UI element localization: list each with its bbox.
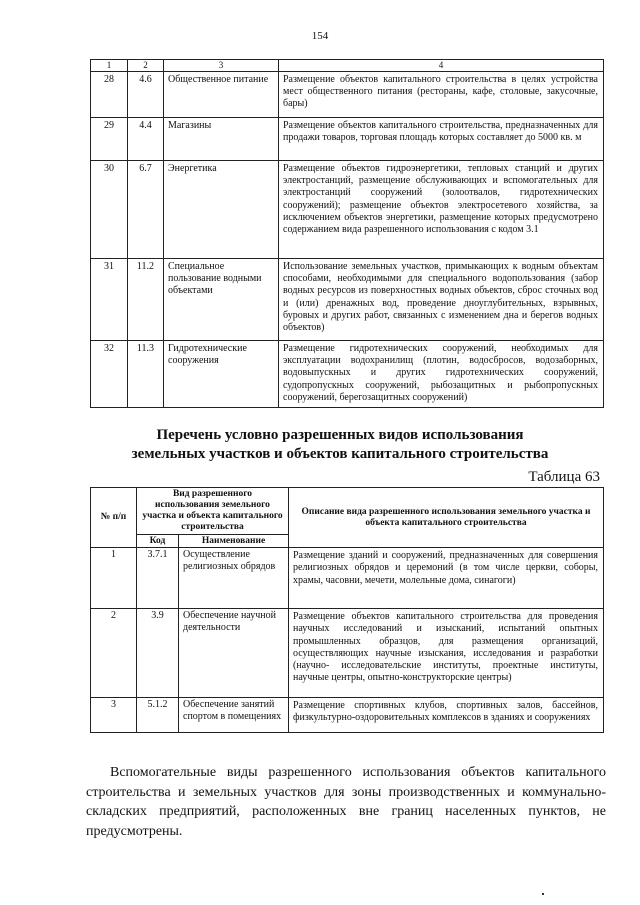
header-use-type: Вид разрешенного использования земельного участка и объекта капитального строительства <box>137 488 289 535</box>
use-name: Осуществление религиозных обрядов <box>179 548 289 609</box>
use-description: Размещение зданий и сооружений, предназначенных для совершения религиозных обрядов и церемоний (в том числе церкви, соборы, храмы, часовни, мечети, молельные дома, синагоги) <box>289 548 604 609</box>
section-heading <box>80 426 600 464</box>
row-number: 1 <box>91 548 137 609</box>
table-label: Таблица 63 <box>528 469 600 485</box>
use-description: Размещение объектов капитального строительства, предназначенных для продажи товаров, торговая площадь которых составляет до 5000 кв. м <box>279 118 604 161</box>
use-description: Размещение объектов гидроэнергетики, тепловых станций и других электростанций, размещение обслуживающих и вспомогательных для электростанций сооружений (золоотвалов, гидротехнических сооружений); размещение объектов электросетевого хозяйства, за исключением объектов энергетики, размещение которых предусмотрено содержанием вида разрешенного использования с кодом 3.1 <box>279 161 604 259</box>
table-row <box>91 609 604 698</box>
table-header-row <box>91 488 604 535</box>
use-name: Гидротехнические сооружения <box>164 341 279 408</box>
heading-line: земельных участков и объектов капитального строительства <box>131 446 549 462</box>
scan-speck <box>542 893 544 895</box>
use-name: Магазины <box>164 118 279 161</box>
use-description: Размещение гидротехнических сооружений, необходимых для эксплуатации водохранилищ (плотин, водосбросов, водозаборных, водовыпускных и других гидротехнических сооружений, судопропускных сооружений, рыбозащитных и рыбопропускных сооружений, берегозащитных сооружений) <box>279 341 604 408</box>
use-description: Размещение объектов капитального строительства в целях устройства мест общественного питания (рестораны, кафе, столовые, закусочные, бары) <box>279 72 604 118</box>
row-number: 29 <box>91 118 128 161</box>
column-number: 2 <box>128 60 164 72</box>
table-row <box>91 161 604 259</box>
use-name: Обеспечение занятий спортом в помещениях <box>179 698 289 733</box>
row-number: 3 <box>91 698 137 733</box>
use-code: 11.2 <box>128 259 164 341</box>
use-name: Общественное питание <box>164 72 279 118</box>
table-row <box>91 259 604 341</box>
row-number: 30 <box>91 161 128 259</box>
page-number: 154 <box>311 30 329 42</box>
table-row <box>91 72 604 118</box>
use-code: 4.4 <box>128 118 164 161</box>
use-code: 11.3 <box>128 341 164 408</box>
header-code: Код <box>137 535 179 548</box>
use-description: Использование земельных участков, примыкающих к водным объектам способами, необходимыми для специального водопользования (забор водных ресурсов из поверхностных водных объектов, сброс сточных вод и (или) дренажных вод, проведение дноуглубительных, взрывных, буровых и других работ, связанных с изменением дна и берегов водных объектов) <box>279 259 604 341</box>
header-name: Наименование <box>179 535 289 548</box>
table-row <box>91 341 604 408</box>
header-number: № п/п <box>91 488 137 548</box>
use-code: 3.9 <box>137 609 179 698</box>
row-number: 28 <box>91 72 128 118</box>
use-description: Размещение спортивных клубов, спортивных залов, бассейнов, физкультурно-оздоровительных комплексов в зданиях и сооружениях <box>289 698 604 733</box>
use-code: 4.6 <box>128 72 164 118</box>
use-name: Обеспечение научной деятельности <box>179 609 289 698</box>
row-number: 2 <box>91 609 137 698</box>
table-row <box>91 548 604 609</box>
conditional-uses-table <box>90 487 604 733</box>
row-number: 32 <box>91 341 128 408</box>
table-row <box>91 118 604 161</box>
use-description: Размещение объектов капитального строительства для проведения научных исследований и изысканий, испытаний опытных промышленных образцов, для размещения организаций, осуществляющих научные изыскания, исследования и разработки (научно- исследовательские институты, проектные институты, научные центры, опытно-конструкторские центры) <box>289 609 604 698</box>
heading-line: Перечень условно разрешенных видов использования <box>156 427 524 443</box>
header-description: Описание вида разрешенного использования земельного участка и объекта капитального строительства <box>289 488 604 548</box>
use-code: 3.7.1 <box>137 548 179 609</box>
column-number: 4 <box>279 60 604 72</box>
column-number-row <box>91 60 604 72</box>
closing-paragraph: Вспомогательные виды разрешенного использования объектов капитального строительства и земельных участков для зоны производственных и коммунально-складских предприятий, расположенных вне границ населенных пунктов, не предусмотрены. <box>86 765 606 839</box>
use-name: Специальное пользование водными объектами <box>164 259 279 341</box>
permitted-uses-table-continued <box>90 59 604 408</box>
row-number: 31 <box>91 259 128 341</box>
use-name: Энергетика <box>164 161 279 259</box>
use-code: 6.7 <box>128 161 164 259</box>
column-number: 3 <box>164 60 279 72</box>
table-row <box>91 698 604 733</box>
use-code: 5.1.2 <box>137 698 179 733</box>
column-number: 1 <box>91 60 128 72</box>
